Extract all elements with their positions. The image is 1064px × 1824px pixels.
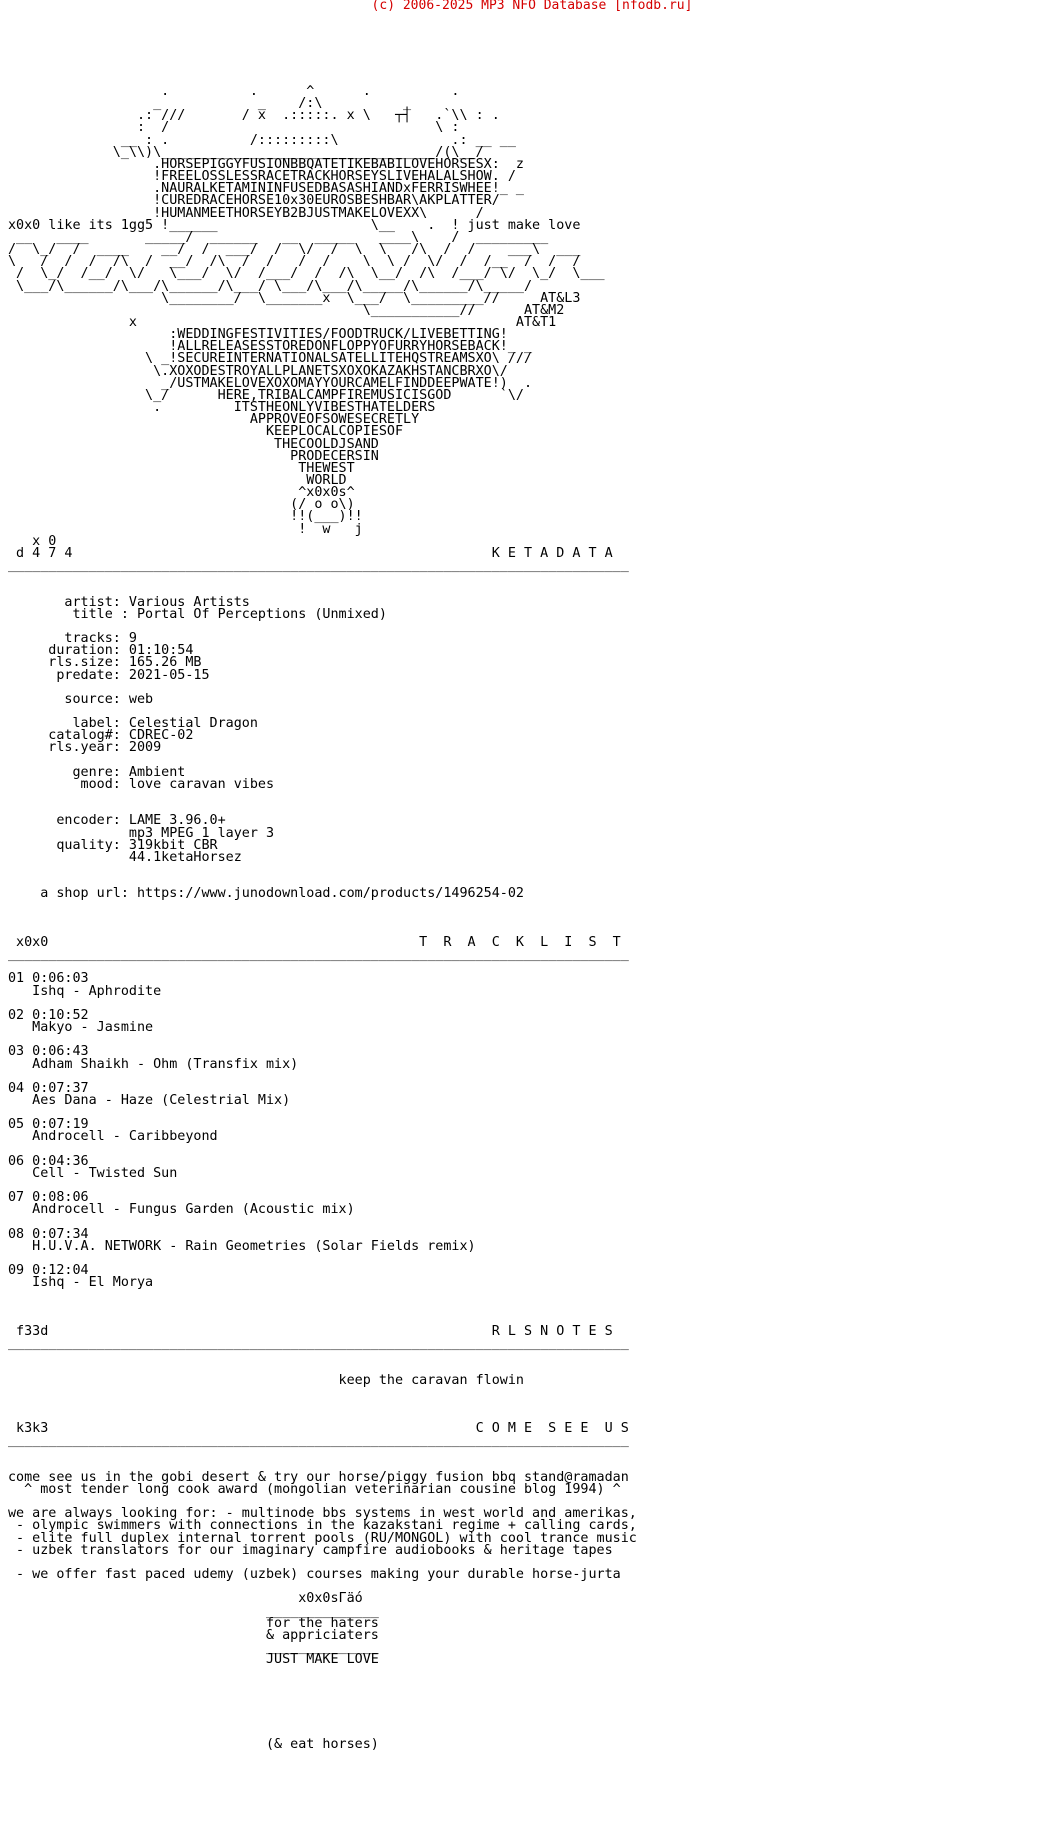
nfo-text-body: . . ^ . . _ _ /:\ _ .: /// / x .:::::. x \ ┬┤ .`\\ : . : / \ : __ : . /:::::::::\ .: __ __ \_\\)\__________________________________/(\__/ .HORSEPIGGYFUSIONBBQATETIKEBABILOVEHORSESX: z !FREELOSSLESSRACETRACKHORSEYSLIVEHALALSHOW. / .NAURALKETAMININFUSEDBASASHIANDxFERRISWHEE!_ _ !CUREDRACEHORSE10x30EUROSBESHBAR\AKPLATTER/ !HUMANMEETHORSEYB2BJUSTMAKELOVEXX\ / x0x0 like its 1gg5 !______ \__ . ! just make love __ ____ _____/ ______ __ _____ ____\ / _________ / \_/ / ____ __/ / ___/ / \/ / \ \ /\ / / ___\ ___ \ / / / /\ / __/ /\ / / / / \ \ / \/ / /__ / / / / \_/ /__/ \/ \___/ \/ /___/ / /\ \__/ /\ /___/ \/ \_/ \___ \___/\______/\___/\______/\___/ \___/\___/\_____/\______/\_____/ \________/ \_______x \___/ \_________// AT&L3 \___________// AT&M2 x AT&T1 :WEDDINGFESTIVITIES/FOODTRUCK/LIVEBETTING! !ALLRELEASESSTOREDONFLOPPYOFURRYHORSEBACK!_ _ \ _!SECUREINTERNATIONALSATELLITEHQSTREAMSXO\ /// \.XOXODESTROYALLPLANETSXOXOKAZAKHSTANCBRXO\/ _/USTMAKELOVEXOXOMAYYOURCAMELFINDDEEPWATE!) . \_/ HERE,TRIBALCAMPFIREMUSICISGOD `\/ . ITSTHEONLYVIBESTHATELDERS APPROVEOFSOWESECRETLY KEEPLOCALCOPIESOF THECOOLDJSAND PRODECERSIN THEWEST WORLD ^x0x0s^ (/ o o\) !!(___)!! ! w j x 0 d 4 7 4 K E T A D A T A _____________________________________________________________________________ artist: Various Artists title : Portal Of Perceptions (Unmixed) tracks: 9 duration: 01:10:54 rls.size: 165.26 MB predate: 2021-05-15 source: web label: Celestial Dragon catalog#: CDREC-02 rls.year: 2009 genre: Ambient mood: love caravan vibes encoder: LAME 3.96.0+ mp3 MPEG 1 layer 3 quality: 319kbit CBR 44.1ketaHorsez a shop url: https://www.junodownload.com/products/1496254-02 x0x0 T R A C K L I S T _____________________________________________________________________________ 01 0:06:03 Ishq - Aphrodite 02 0:10:52 Makyo - Jasmine 03 0:06:43 Adham Shaikh - Ohm (Transfix mix) 04 0:07:37 Aes Dana - Haze (Celestrial Mix) 05 0:07:19 Androcell - Caribbeyond 06 0:04:36 Cell - Twisted Sun 07 0:08:06 Androcell - Fungus Garden (Acoustic mix) 08 0:07:34 H.U.V.A. NETWORK - Rain Geometries (Solar Fields remix) 09 0:12:04 Ishq - El Morya f33d R L S N O T E S _____________________________________________________________________________ keep the caravan flowin k3k3 C O M E S E E U S _____________________________________________________________________________ come see us in the gobi desert & try our horse/piggy fusion bbq stand@ramadan ^ most tender long cook award (mongolian veterinarian cousine blog 1994) ^ we are always looking for: - multinode bbs systems in west world and amerikas, - olympic swimmers with connections in the kazakstani regime + calling cards, - elite full duplex internal torrent pools (RU/MONGOL) with cool trance music - uzbek translators for our imaginary campfire audiobooks & heritage tapes - we offer fast paced udemy (uzbek) courses making your durable horse-jurta x0x0sГäó ______________ for the haters & appriciaters ______________ JUST MAKE LOVE (& eat horses)	[8, 84, 637, 1753]
nfodb-copyright-link[interactable]: (c) 2006-2025 MP3 NFO Database [nfodb.ru]	[371, 0, 693, 13]
